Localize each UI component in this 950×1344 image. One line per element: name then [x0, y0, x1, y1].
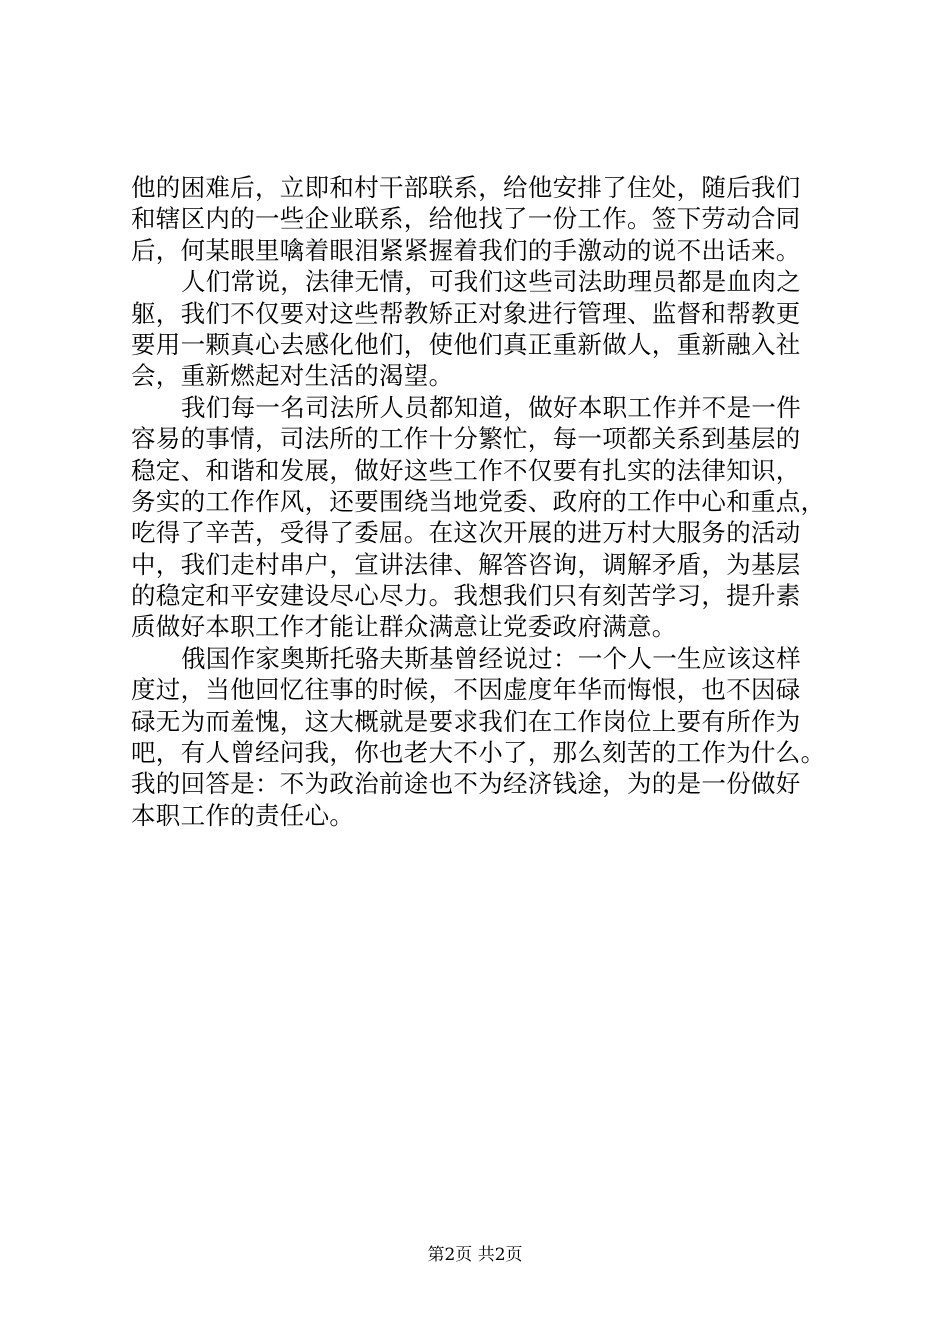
text-line: 碌无为而羞愧，这大概就是要求我们在工作岗位上要有所作为	[131, 706, 801, 736]
text-line: 他的困难后，立即和村干部联系，给他安排了住处，随后我们	[131, 173, 801, 202]
text-line: 中，我们走村串户，宣讲法律、解答咨询，调解矛盾，为基层	[131, 549, 801, 579]
text-line: 会，重新燃起对生活的渴望。	[131, 361, 454, 391]
text-line: 我的回答是：不为政治前途也不为经济钱途，为的是一份做好	[131, 769, 801, 799]
text-line: 躯，我们不仅要对这些帮教矫正对象进行管理、监督和帮教更	[131, 298, 801, 328]
text-line: 吃得了辛苦，受得了委屈。在这次开展的进万村大服务的活动	[131, 518, 801, 548]
text-line: 度过，当他回忆往事的时候，不因虚度年华而悔恨，也不因碌	[131, 675, 801, 705]
page-number-footer: 第2页 共2页	[427, 1245, 523, 1265]
text-line: 本职工作的责任心。	[131, 800, 355, 830]
paragraph	[131, 643, 831, 831]
paragraph	[131, 392, 831, 643]
paragraph	[131, 172, 831, 266]
text-line: 俄国作家奥斯托骆夫斯基曾经说过：一个人一生应该这样	[181, 643, 801, 673]
text-line: 要用一颗真心去感化他们，使他们真正重新做人，重新融入社	[131, 329, 801, 359]
text-line: 后，何某眼里噙着眼泪紧紧握着我们的手激动的说不出话来。	[131, 235, 801, 265]
text-line: 人们常说，法律无情，可我们这些司法助理员都是血肉之	[181, 267, 801, 297]
text-line: 务实的工作作风，还要围绕当地党委、政府的工作中心和重点，	[131, 486, 826, 516]
text-line: 稳定、和谐和发展，做好这些工作不仅要有扎实的法律知识，	[131, 455, 801, 485]
text-line: 的稳定和平安建设尽心尽力。我想我们只有刻苦学习，提升素	[131, 581, 801, 611]
document-body	[131, 172, 831, 831]
paragraph	[131, 266, 831, 392]
text-line: 和辖区内的一些企业联系，给他找了一份工作。签下劳动合同	[131, 204, 801, 234]
text-line: 容易的事情，司法所的工作十分繁忙，每一项都关系到基层的	[131, 424, 801, 454]
text-line: 我们每一名司法所人员都知道，做好本职工作并不是一件	[181, 392, 801, 422]
text-line: 质做好本职工作才能让群众满意让党委政府满意。	[131, 612, 677, 642]
text-line: 吧，有人曾经问我，你也老大不小了，那么刻苦的工作为什么。	[131, 738, 826, 768]
